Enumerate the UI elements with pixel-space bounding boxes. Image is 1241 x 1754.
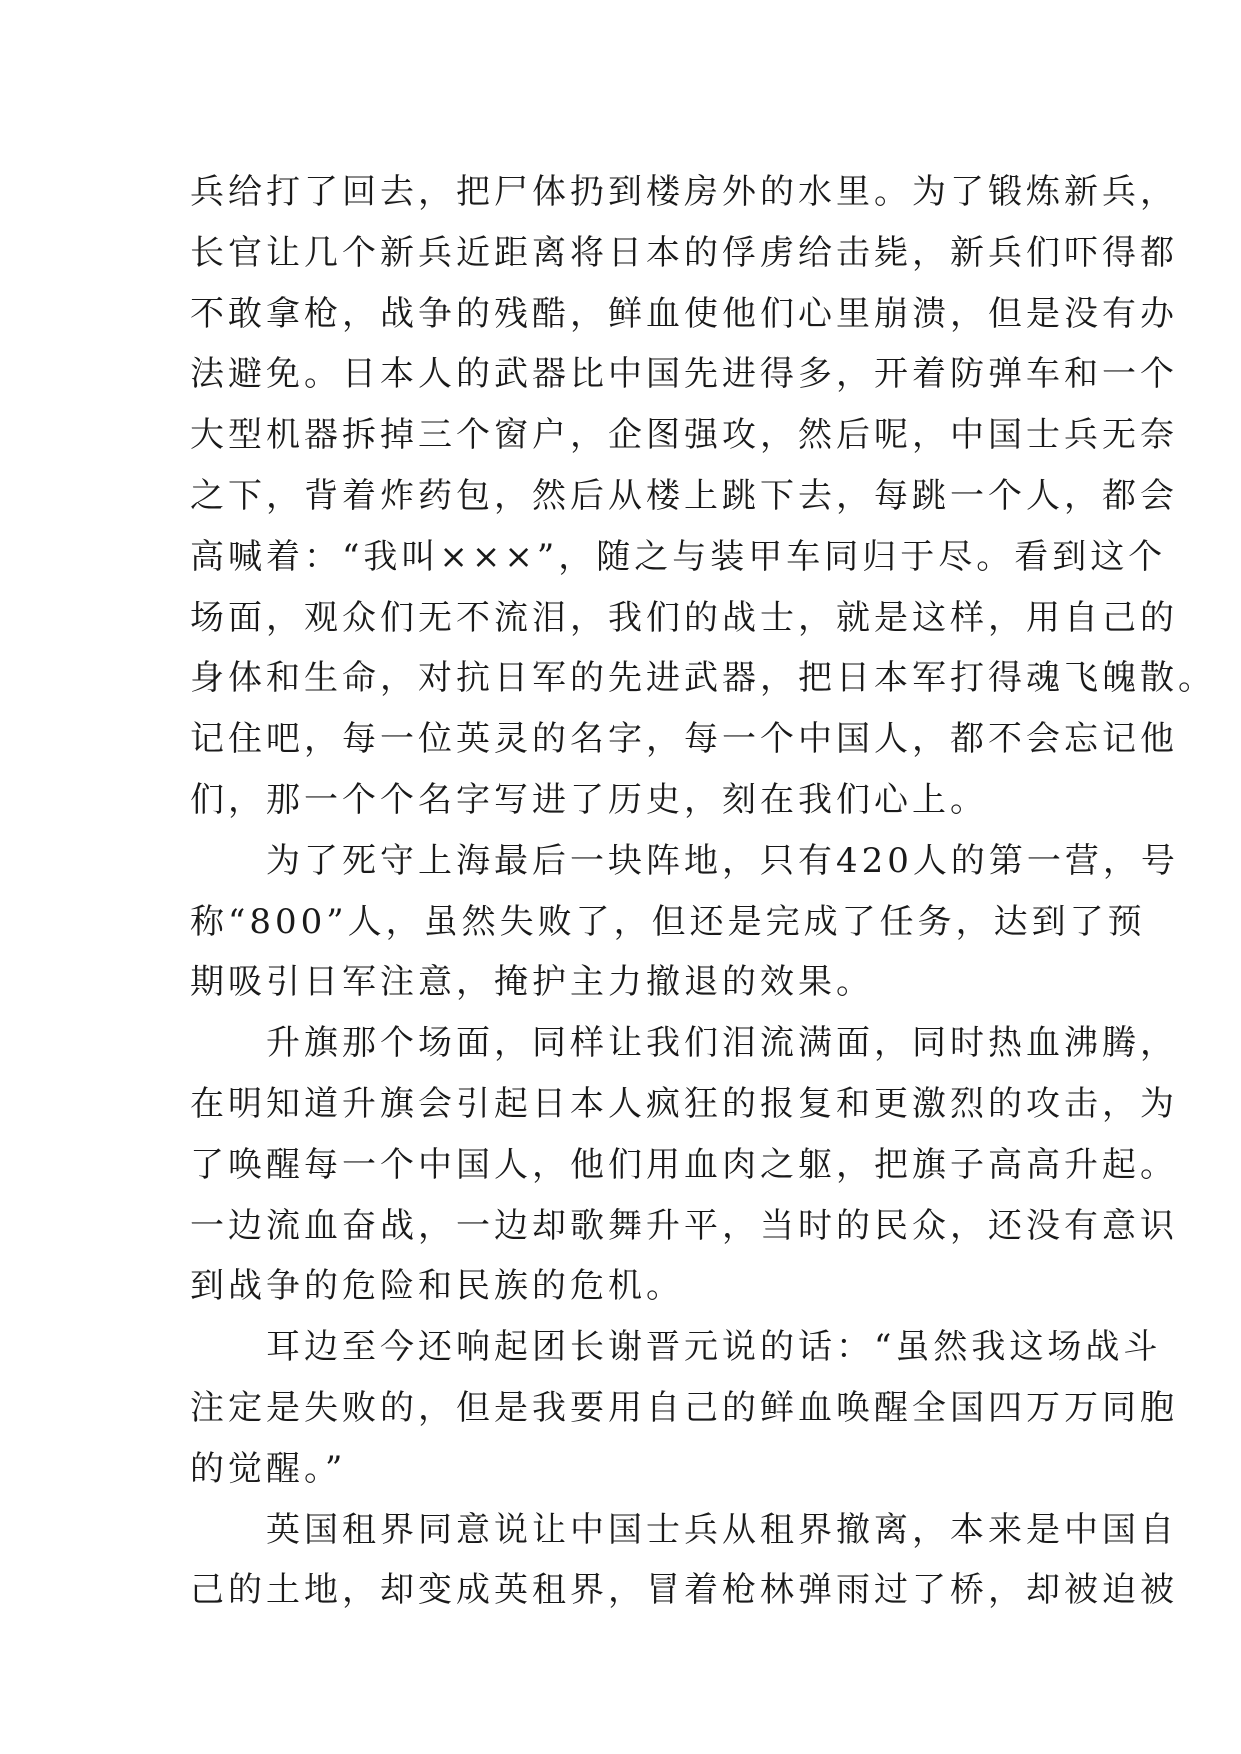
text-line: 的觉醒。” [190, 1448, 347, 1489]
text-line: 升旗那个场面，同样让我们泪流满面，同时热血沸腾， [190, 1023, 1178, 1064]
text-line: 了唤醒每一个中国人，他们用血肉之躯，把旗子高高升起。 [190, 1144, 1178, 1185]
text-line: 为了死守上海最后一块阵地，只有420人的第一营，号 [190, 840, 1179, 881]
text-line: 耳边至今还响起团长谢晋元说的话：“虽然我这场战斗 [190, 1327, 1162, 1368]
text-line: 们，那一个个名字写进了历史，刻在我们心上。 [190, 779, 988, 820]
text-line: 高喊着：“我叫×××”，随之与装甲车同归于尽。看到这个 [190, 536, 1167, 577]
body-text [190, 162, 1216, 1621]
text-line: 称“800”人，虽然失败了，但还是完成了任务，达到了预 [190, 901, 1146, 942]
text-line: 记住吧，每一位英灵的名字，每一个中国人，都不会忘记他 [190, 719, 1178, 760]
text-line: 在明知道升旗会引起日本人疯狂的报复和更激烈的攻击，为 [190, 1083, 1178, 1124]
text-line: 身体和生命，对抗日军的先进武器，把日本军打得魂飞魄散。 [190, 658, 1216, 699]
text-line: 一边流血奋战，一边却歌舞升平，当时的民众，还没有意识 [190, 1205, 1178, 1246]
text-line: 兵给打了回去，把尸体扔到楼房外的水里。为了锻炼新兵， [190, 172, 1178, 212]
text-line: 不敢拿枪，战争的残酷，鲜血使他们心里崩溃，但是没有办 [190, 293, 1178, 334]
text-line: 之下，背着炸药包，然后从楼上跳下去，每跳一个人，都会 [190, 475, 1178, 516]
text-line: 英国租界同意说让中国士兵从租界撤离，本来是中国自 [190, 1509, 1178, 1550]
text-line: 到战争的危险和民族的危机。 [190, 1266, 684, 1307]
text-line: 注定是失败的，但是我要用自己的鲜血唤醒全国四万万同胞 [190, 1387, 1178, 1428]
text-line: 己的土地，却变成英租界，冒着枪林弹雨过了桥，却被迫被 [190, 1570, 1178, 1611]
text-line: 长官让几个新兵近距离将日本的俘虏给击毙，新兵们吓得都 [190, 232, 1178, 273]
text-line: 法避免。日本人的武器比中国先进得多，开着防弹车和一个 [190, 354, 1178, 395]
text-line: 大型机器拆掉三个窗户，企图强攻，然后呢，中国士兵无奈 [190, 415, 1178, 456]
text-line: 期吸引日军注意，掩护主力撤退的效果。 [190, 962, 874, 1003]
text-line: 场面，观众们无不流泪，我们的战士，就是这样，用自己的 [190, 597, 1178, 638]
